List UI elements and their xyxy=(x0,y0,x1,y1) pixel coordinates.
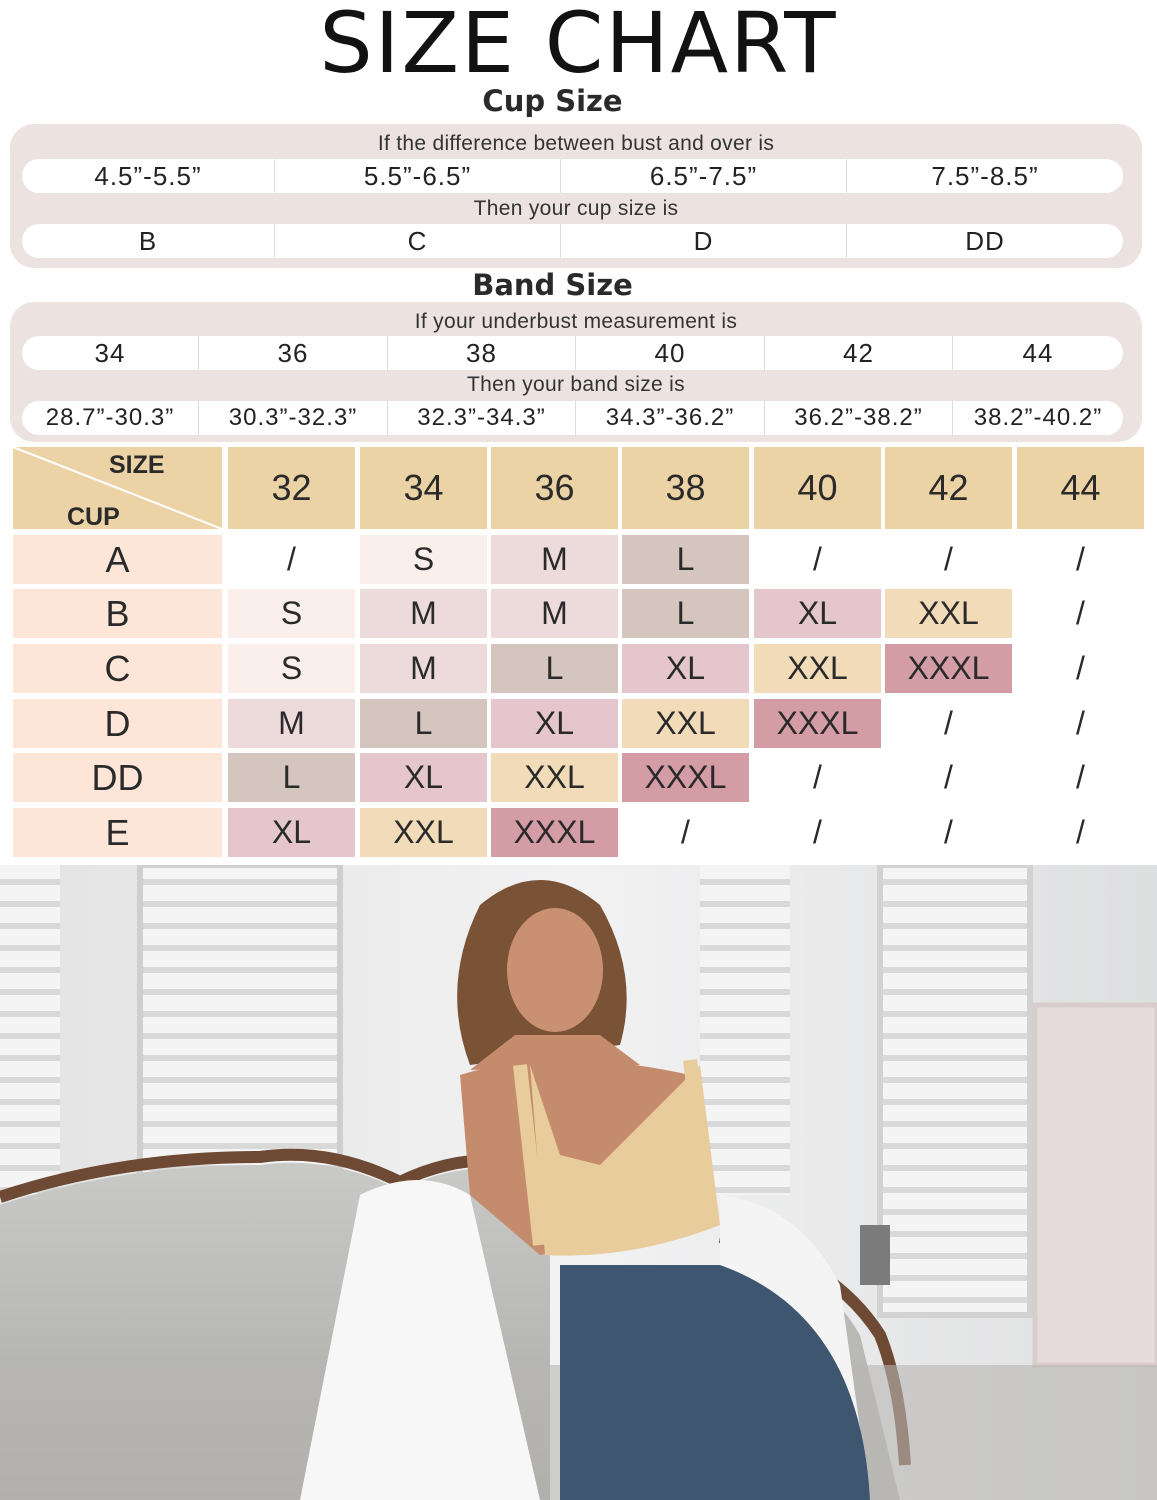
size-cell: S xyxy=(360,535,487,584)
size-cell: XL xyxy=(491,699,618,748)
size-cell: L xyxy=(228,753,355,802)
size-cell: / xyxy=(1017,753,1144,802)
size-cell: M xyxy=(491,535,618,584)
band-caption-bottom: Then your band size is xyxy=(467,373,685,396)
band-size-header: 42 xyxy=(885,447,1012,529)
cup-result-cell: B xyxy=(22,224,275,258)
size-cell: S xyxy=(228,589,355,638)
cup-range-cell: 5.5”-6.5” xyxy=(275,159,561,193)
size-cell: / xyxy=(754,753,881,802)
band-size-heading: Band Size xyxy=(472,268,633,302)
size-cell: XXXL xyxy=(754,699,881,748)
cup-result-row xyxy=(22,224,1123,258)
cup-row-label: C xyxy=(13,644,222,693)
band-result-row xyxy=(22,401,1123,435)
size-cell: / xyxy=(1017,808,1144,857)
size-cell: L xyxy=(491,644,618,693)
size-cell: / xyxy=(228,535,355,584)
cup-range-cell: 6.5”-7.5” xyxy=(561,159,847,193)
size-cell: / xyxy=(1017,535,1144,584)
page-title: SIZE CHART xyxy=(319,0,838,92)
cup-size-panel xyxy=(10,124,1142,268)
size-cell: XXL xyxy=(622,699,749,748)
shutter-hinge xyxy=(860,1225,890,1285)
size-grid xyxy=(13,447,1144,857)
cup-range-cell: 7.5”-8.5” xyxy=(931,160,1039,191)
size-cell: / xyxy=(754,535,881,584)
cup-row-label: DD xyxy=(13,753,222,802)
band-result-cell: 34.3”-36.2” xyxy=(576,401,765,435)
band-size-header: 38 xyxy=(622,447,749,529)
size-cell: L xyxy=(622,535,749,584)
size-cell: M xyxy=(228,699,355,748)
band-size-header: 36 xyxy=(491,447,618,529)
size-cell: XXL xyxy=(754,644,881,693)
band-size-panel xyxy=(10,302,1142,442)
cup-caption-top: If the difference between bust and over is xyxy=(377,132,775,155)
size-cell: / xyxy=(1017,589,1144,638)
product-photo xyxy=(0,865,1157,1500)
size-cell: XXXL xyxy=(885,644,1012,693)
size-cell: XXL xyxy=(491,753,618,802)
cup-result-cell: DD xyxy=(965,225,1005,256)
cup-size-heading: Cup Size xyxy=(482,84,623,118)
band-size-header: 40 xyxy=(754,447,881,529)
size-cell: XXXL xyxy=(491,808,618,857)
size-cell: / xyxy=(885,535,1012,584)
band-measurement-row xyxy=(22,336,1123,370)
band-caption-top: If your underbust measurement is xyxy=(414,310,738,333)
size-cell: / xyxy=(885,753,1012,802)
grid-corner xyxy=(13,447,222,529)
band-measurement-cell: 34 xyxy=(22,336,199,370)
corner-cup-label: CUP xyxy=(67,503,120,531)
size-cell: L xyxy=(622,589,749,638)
band-result-cell: 36.2”-38.2” xyxy=(765,401,953,435)
band-result-cell: 32.3”-34.3” xyxy=(388,401,576,435)
cup-range-row xyxy=(22,159,1123,193)
size-cell: XL xyxy=(360,753,487,802)
size-cell: XL xyxy=(228,808,355,857)
cup-row-label: E xyxy=(13,808,222,857)
shutter-right xyxy=(880,865,1030,1315)
photo-illustration xyxy=(0,865,1157,1500)
size-cell: / xyxy=(754,808,881,857)
band-result-cell: 28.7”-30.3” xyxy=(22,401,199,435)
cup-row-label: A xyxy=(13,535,222,584)
size-cell: S xyxy=(228,644,355,693)
band-measurement-cell: 36 xyxy=(199,336,388,370)
band-result-cell: 38.2”-40.2” xyxy=(973,404,1103,431)
size-cell: / xyxy=(1017,699,1144,748)
size-cell: M xyxy=(491,589,618,638)
band-size-header: 34 xyxy=(360,447,487,529)
cup-result-cell: C xyxy=(275,224,561,258)
band-result-cell: 30.3”-32.3” xyxy=(199,401,388,435)
size-cell: XL xyxy=(754,589,881,638)
size-cell: / xyxy=(1017,644,1144,693)
size-cell: XL xyxy=(622,644,749,693)
band-measurement-cell: 42 xyxy=(765,336,953,370)
size-cell: / xyxy=(622,808,749,857)
band-measurement-cell: 40 xyxy=(576,336,765,370)
size-cell: / xyxy=(885,808,1012,857)
band-measurement-cell: 38 xyxy=(388,336,576,370)
wall-panel-right xyxy=(1035,1005,1157,1365)
band-measurement-cell: 44 xyxy=(1022,337,1054,368)
size-cell: XXXL xyxy=(622,753,749,802)
size-cell: XXL xyxy=(360,808,487,857)
size-cell: XXL xyxy=(885,589,1012,638)
shutter-center xyxy=(700,865,790,1195)
cup-result-cell: D xyxy=(561,224,847,258)
cup-caption-bottom: Then your cup size is xyxy=(473,197,679,220)
shutter-left-edge xyxy=(0,865,60,1195)
cup-row-label: B xyxy=(13,589,222,638)
band-size-header: 44 xyxy=(1017,447,1144,529)
cup-range-cell: 4.5”-5.5” xyxy=(22,159,275,193)
size-cell: L xyxy=(360,699,487,748)
size-cell: M xyxy=(360,644,487,693)
corner-size-label: SIZE xyxy=(109,451,165,479)
size-cell: M xyxy=(360,589,487,638)
cup-row-label: D xyxy=(13,699,222,748)
band-size-header: 32 xyxy=(228,447,355,529)
size-cell: / xyxy=(885,699,1012,748)
